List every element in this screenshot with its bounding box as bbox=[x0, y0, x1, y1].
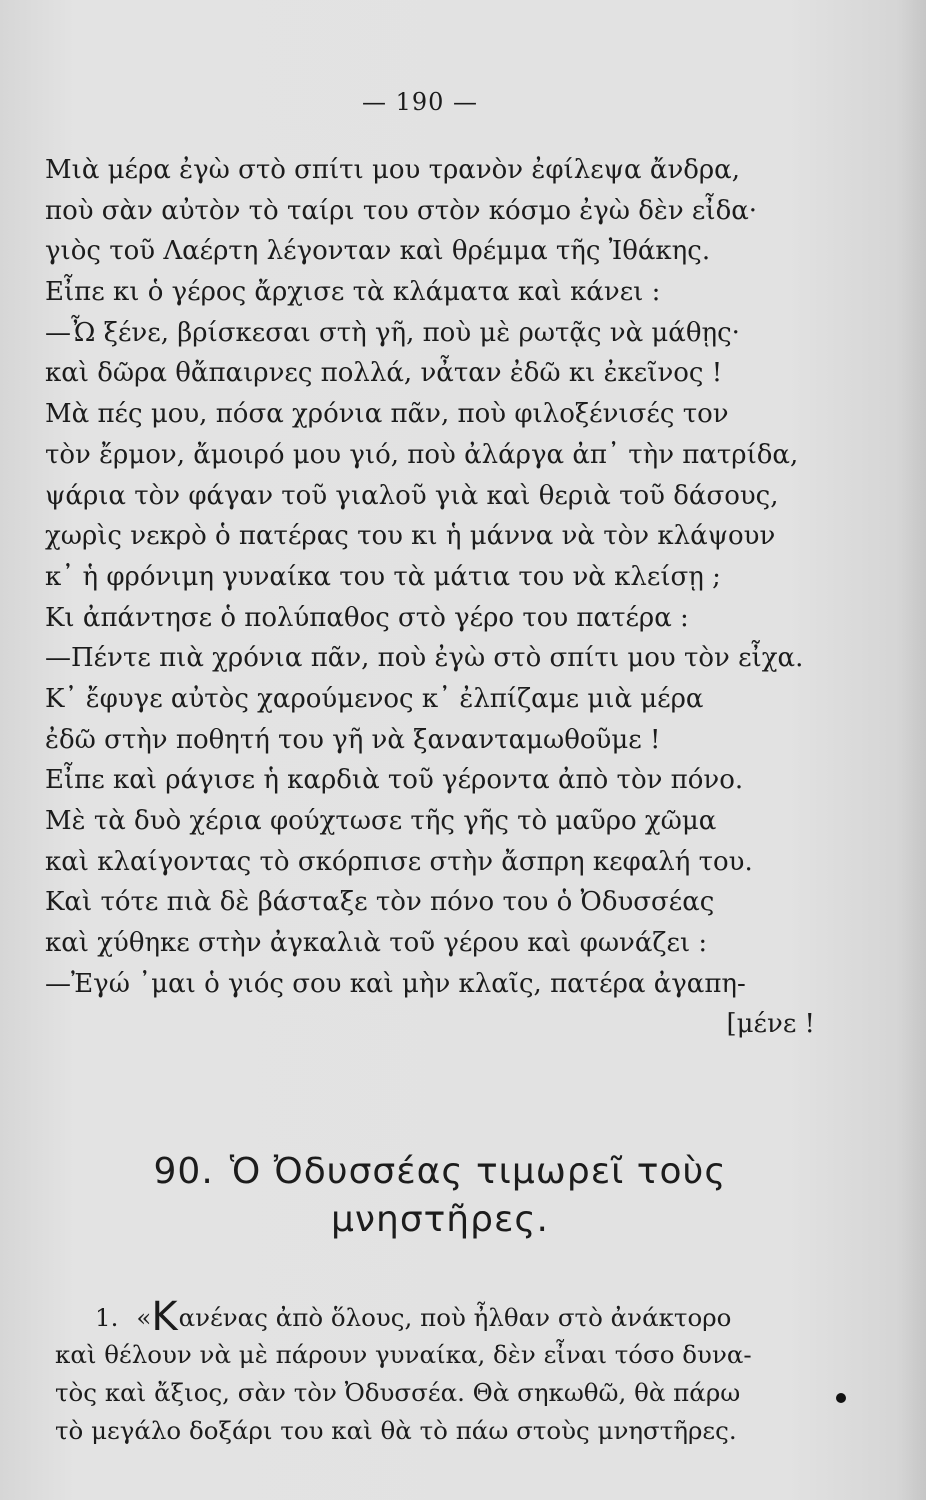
page-edge-shadow bbox=[898, 0, 926, 1500]
ink-blot bbox=[836, 1393, 846, 1403]
verse-line: ποὺ σὰν αὐτὸν τὸ ταίρι του στὸν κόσμο ἐγὼ δὲν εἶδα· bbox=[45, 195, 758, 226]
paragraph-line: τὸς καὶ ἄξιος, σὰν τὸν Ὀδυσσέα. Θὰ σηκωθῶ, θὰ πάρω bbox=[55, 1378, 741, 1407]
verse-line: χωρὶς νεκρὸ ὁ πατέρας του κι ἡ μάννα νὰ τὸν κλάψουν bbox=[45, 521, 776, 552]
verse-line: Καὶ τότε πιὰ δὲ βάσταξε τὸν πόνο του ὁ Ὀδυσσέας bbox=[45, 887, 715, 918]
section-number: 90. bbox=[153, 1151, 214, 1192]
page-number: — 190 — bbox=[361, 88, 479, 116]
verse-line: Μιὰ μέρα ἐγὼ στὸ σπίτι μου τρανὸν ἐφίλεψα ἄνδρα, bbox=[45, 155, 741, 185]
verse-line: γιὸς τοῦ Λαέρτη λέγονταν καὶ θρέμμα τῆς Ἰθάκης. bbox=[45, 236, 711, 267]
section-title-continued: μνηστῆρες. bbox=[330, 1199, 550, 1240]
first-line-text: ανένας ἀπὸ ὅλους, ποὺ ἦλθαν στὸ ἀνάκτορο bbox=[178, 1303, 732, 1332]
verse-line: καὶ κλαίγοντας τὸ σκόρπισε στὴν ἄσπρη κεφαλή του. bbox=[45, 846, 753, 877]
verse-line: —Ἐγώ ᾽μαι ὁ γιός σου καὶ μὴν κλαῖς, πατέρα ἀγαπη- bbox=[45, 968, 746, 999]
open-quote: « bbox=[136, 1303, 152, 1332]
verse-line: καὶ χύθηκε στὴν ἀγκαλιὰ τοῦ γέρου καὶ φωνάζει : bbox=[45, 928, 708, 959]
verse-line: —Ὦ ξένε, βρίσκεσαι στὴ γῆ, ποὺ μὲ ρωτᾷς νὰ μάθῃς· bbox=[45, 317, 740, 348]
poem-verses bbox=[45, 150, 845, 1045]
section-heading bbox=[60, 1148, 820, 1244]
paragraph-first-line bbox=[55, 1294, 845, 1340]
verse-line: Εἶπε καὶ ράγισε ἡ καρδιὰ τοῦ γέροντα ἀπὸ τὸν πόνο. bbox=[45, 765, 744, 796]
verse-line: Κι ἀπάντησε ὁ πολύπαθος στὸ γέρο του πατέρα : bbox=[45, 602, 689, 633]
verse-line: ψάρια τὸν φάγαν τοῦ γιαλοῦ γιὰ καὶ θεριὰ τοῦ δάσους, bbox=[45, 480, 779, 511]
verse-line: Μὲ τὰ δυὸ χέρια φούχτωσε τῆς γῆς τὸ μαῦρο χῶμα bbox=[45, 806, 717, 836]
verse-line: καὶ δῶρα θἄπαιρνες πολλά, νἆταν ἐδῶ κι ἐκεῖνος ! bbox=[45, 358, 723, 389]
paragraph-number: 1. bbox=[95, 1303, 119, 1332]
paragraph-line: καὶ θέλουν νὰ μὲ πάρουν γυναίκα, δὲν εἶναι τόσο δυνα- bbox=[55, 1340, 752, 1369]
section-heading-line bbox=[60, 1148, 820, 1196]
verse-line: Εἶπε κι ὁ γέρος ἄρχισε τὰ κλάματα καὶ κάνει : bbox=[45, 277, 661, 308]
verse-line: Κ᾽ ἔφυγε αὐτὸς χαρούμενος κ᾽ ἐλπίζαμε μιὰ μέρα bbox=[45, 683, 704, 714]
verse-line: Μὰ πές μου, πόσα χρόνια πᾶν, ποὺ φιλοξένισές τον bbox=[45, 399, 729, 430]
verse-line: τὸν ἔρμον, ἄμοιρό μου γιό, ποὺ ἀλάργα ἀπ᾽ τὴν πατρίδα, bbox=[45, 439, 799, 470]
drop-cap: Κ bbox=[151, 1294, 178, 1340]
verse-line-turnover: [μένε ! bbox=[726, 1009, 815, 1040]
section-title: Ὁ Ὀδυσσέας τιμωρεῖ τοὺς bbox=[229, 1151, 727, 1192]
verse-line: ἐδῶ στὴν ποθητή του γῆ νὰ ξανανταμωθοῦμε ! bbox=[45, 724, 661, 755]
verse-line: —Πέντε πιὰ χρόνια πᾶν, ποὺ ἐγὼ στὸ σπίτι μου τὸν εἶχα. bbox=[45, 643, 804, 674]
paragraph-line: τὸ μεγάλο δοξάρι του καὶ θὰ τὸ πάω στοὺς μνηστῆρες. bbox=[55, 1416, 737, 1445]
prose-paragraph bbox=[55, 1294, 845, 1450]
verse-line: κ᾽ ἡ φρόνιμη γυναίκα του τὰ μάτια του νὰ κλείσῃ ; bbox=[45, 561, 721, 592]
